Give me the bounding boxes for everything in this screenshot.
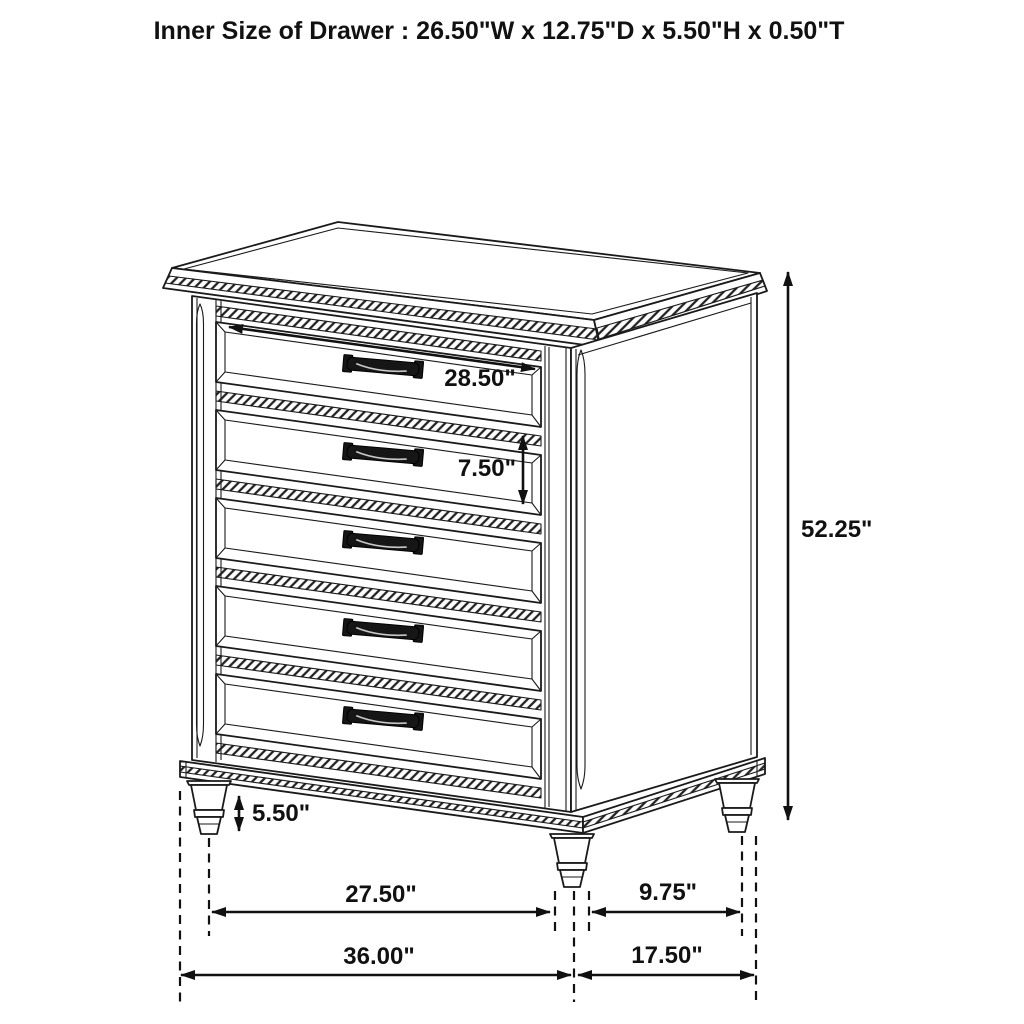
side-panel (571, 293, 757, 812)
leg-height-label: 5.50" (252, 800, 311, 827)
side-panel-face (571, 293, 757, 812)
back-right-leg (715, 779, 759, 832)
chest-drawing (163, 222, 767, 887)
overall-width-label: 36.00" (343, 943, 415, 970)
dim-front-leg-spacing (212, 881, 550, 912)
drawer-width-label: 28.50" (444, 365, 516, 392)
overall-depth-label: 17.50" (631, 942, 703, 969)
dim-overall-width (181, 943, 571, 975)
front-right-leg (550, 834, 594, 887)
drawer-face-height-label: 7.50" (457, 455, 516, 482)
side-leg-spacing-label: 9.75" (638, 879, 698, 906)
dim-leg-height (239, 796, 310, 831)
dim-overall-depth (578, 942, 754, 975)
overall-height-label: 52.25" (801, 516, 873, 543)
dim-overall-height (788, 272, 872, 820)
dim-side-leg-spacing (592, 879, 740, 912)
page-title: Inner Size of Drawer : 26.50"W x 12.75"D x 5.50"H x 0.50"T (153, 17, 845, 45)
front-leg-spacing-label: 27.50" (345, 881, 417, 908)
front-left-leg (187, 781, 231, 834)
